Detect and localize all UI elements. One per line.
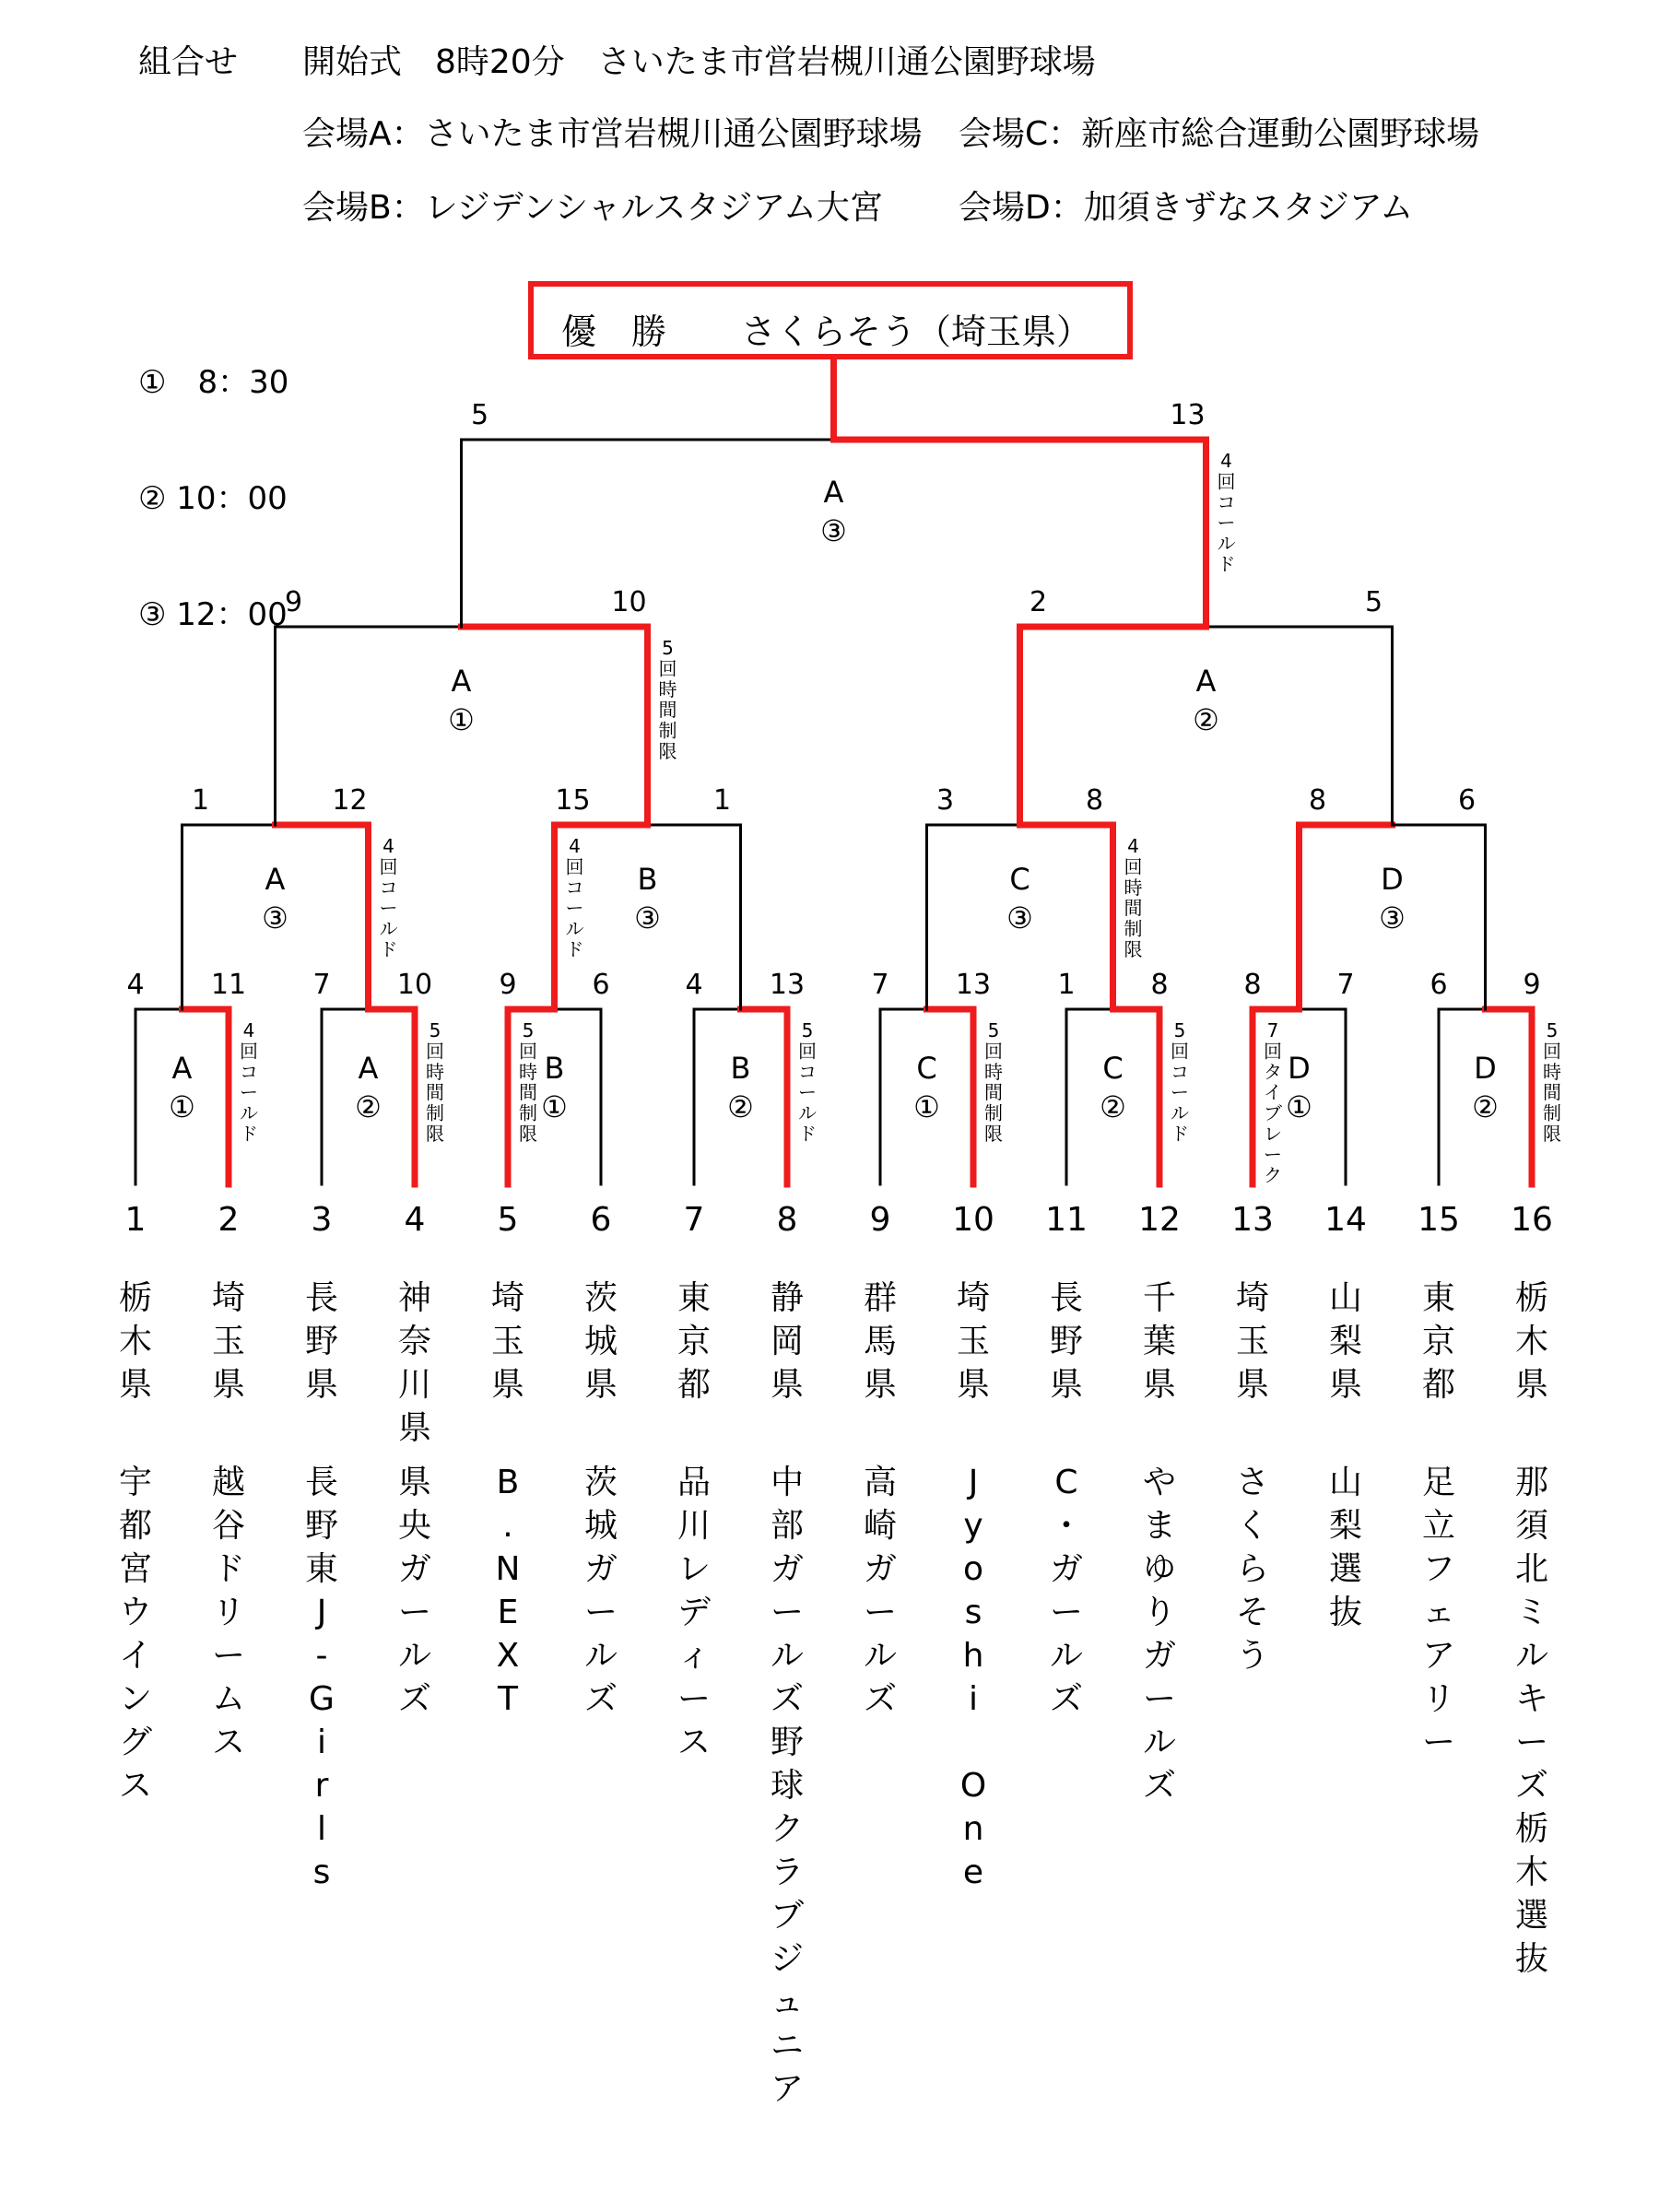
venue-slot: ① (448, 702, 475, 737)
score-note-char: 回 (565, 855, 584, 878)
venue-slot: ① (541, 1089, 568, 1124)
score-note-char: 制 (1124, 917, 1143, 940)
venue-letter: B (730, 1051, 751, 1086)
score-note-char: ド (798, 1123, 817, 1145)
score-note-char: 回 (1171, 1040, 1189, 1063)
team-number: 16 (1511, 1201, 1553, 1239)
score-note-char: イ (1264, 1081, 1282, 1104)
score-note-char: ド (240, 1123, 258, 1145)
score-right: 5 (1364, 586, 1383, 618)
team-name: 宇 都 宮 ウ イ ン グ ス (118, 1464, 152, 1805)
team-number: 12 (1138, 1201, 1181, 1239)
score-note-char: 制 (426, 1101, 444, 1124)
score-note-char: 間 (1124, 897, 1143, 920)
score-note-char: 時 (1543, 1060, 1561, 1083)
score-note-char: 回 (379, 855, 398, 878)
team-prefecture: 栃 木 県 (1514, 1279, 1548, 1404)
team-name: 山 梨 選 抜 (1328, 1464, 1362, 1631)
score-right: 13 (1170, 399, 1206, 431)
score-note-char: ル (565, 917, 584, 940)
score-left: 15 (555, 784, 591, 817)
team-name: 高 崎 ガ ー ル ズ (863, 1464, 897, 1718)
score-note-char: ー (1171, 1081, 1189, 1104)
team-number: 9 (869, 1201, 891, 1239)
score-right: 9 (1523, 969, 1541, 1001)
score-left: 1 (191, 784, 210, 817)
team-prefecture: 群 馬 県 (863, 1279, 897, 1404)
team-name: 茨 城 ガ ー ル ズ (583, 1464, 618, 1718)
score-right: 8 (1085, 784, 1104, 817)
score-right: 13 (955, 969, 992, 1001)
score-note-char: ブ (1264, 1101, 1282, 1124)
score-note-char: ー (565, 897, 584, 920)
score-note-char: 間 (426, 1081, 444, 1104)
venue-slot: ① (169, 1089, 195, 1124)
venue-slot: ② (1472, 1089, 1499, 1124)
score-left: 9 (284, 586, 303, 618)
score-note-char: 回 (658, 657, 677, 680)
score-note-char: タ (1264, 1060, 1282, 1083)
score-note (426, 1019, 444, 1145)
team-number: 6 (590, 1201, 612, 1239)
score-left: 7 (871, 969, 889, 1001)
score-right: 13 (769, 969, 806, 1001)
venue-letter: A (823, 475, 844, 510)
score-note-char: 限 (426, 1123, 444, 1145)
team-number: 11 (1045, 1201, 1088, 1239)
team-name: 足 立 フ ェ ア リ ー (1421, 1464, 1455, 1761)
team-name: B . N E X T (495, 1464, 521, 1718)
score-left: 1 (1057, 969, 1076, 1001)
score-note-char: 時 (658, 677, 677, 700)
score-note-char: 限 (1124, 938, 1143, 960)
score-note-char: ー (1264, 1143, 1282, 1166)
team-name: や ま ゆ り ガ ー ル ズ (1142, 1464, 1176, 1805)
venue-letter: B (637, 862, 658, 897)
venue-slot: ① (1286, 1089, 1312, 1124)
venue-letter: C (916, 1051, 937, 1086)
score-note-char: 制 (984, 1101, 1003, 1124)
score-note-char: 間 (984, 1081, 1003, 1104)
score-note-char: 5 (1173, 1019, 1186, 1041)
score-note (380, 835, 398, 960)
score-note-char: 回 (426, 1040, 444, 1063)
score-note-char: 7 (1266, 1019, 1279, 1041)
score-note-char: 回 (984, 1040, 1003, 1063)
team-prefecture: 千 葉 県 (1142, 1279, 1176, 1404)
score-left: 9 (499, 969, 517, 1001)
score-note-char: 回 (1217, 470, 1236, 493)
venue-slot: ② (1100, 1089, 1126, 1124)
score-note-char: ド (379, 938, 398, 960)
score-right: 7 (1336, 969, 1355, 1001)
score-note-char: コ (1217, 490, 1236, 513)
score-note-char: 5 (522, 1019, 535, 1041)
score-note-char: 限 (519, 1123, 537, 1145)
score-note-char: コ (565, 876, 584, 899)
team-prefecture: 山 梨 県 (1328, 1279, 1362, 1404)
venue-letter: D (1288, 1051, 1311, 1086)
score-note-char: 時 (984, 1060, 1003, 1083)
score-right: 6 (1457, 784, 1477, 817)
team-number: 5 (497, 1201, 519, 1239)
score-note-char: 間 (519, 1081, 537, 1104)
score-note-char: ー (798, 1081, 817, 1104)
venue-slot: ③ (634, 900, 661, 935)
score-note-char: ド (1217, 553, 1236, 575)
score-right: 10 (396, 969, 433, 1001)
score-note-char: 時 (519, 1060, 537, 1083)
team-name: 県 央 ガ ー ル ズ (397, 1464, 431, 1718)
venue-c: 会場C：新座市総合運動公園野球場 (959, 115, 1480, 153)
score-note-char: 4 (242, 1019, 255, 1041)
venue-d: 会場D：加須きずなスタジアム (959, 189, 1414, 227)
team-number: 7 (683, 1201, 705, 1239)
score-note (566, 835, 584, 960)
venue-slot: ③ (820, 513, 847, 548)
team-name: 品 川 レ デ ィ ー ス (677, 1464, 711, 1761)
score-note-char: 5 (1546, 1019, 1559, 1041)
score-right: 8 (1150, 969, 1169, 1001)
header-label: 組合せ (138, 43, 239, 81)
score-left: 5 (470, 399, 489, 431)
champion-label: 優 勝 (561, 312, 667, 352)
score-note-char: コ (379, 876, 398, 899)
score-note-char: ー (240, 1081, 258, 1104)
venue-letter: D (1474, 1051, 1497, 1086)
score-note-char: ル (379, 917, 398, 940)
score-note (1543, 1019, 1561, 1145)
team-number: 8 (776, 1201, 798, 1239)
venue-slot: ③ (262, 900, 288, 935)
team-name: 長 野 東 J - G i r l s (304, 1464, 338, 1891)
score-note (1124, 835, 1143, 960)
score-note-char: 限 (984, 1123, 1003, 1145)
score-note-char: 回 (240, 1040, 258, 1063)
team-prefecture: 埼 玉 県 (490, 1279, 524, 1404)
score-left: 7 (312, 969, 331, 1001)
score-note-char: 間 (1543, 1081, 1561, 1104)
score-note-char: 限 (658, 740, 677, 762)
score-note-char: 回 (1543, 1040, 1561, 1063)
team-prefecture: 長 野 県 (1049, 1279, 1083, 1404)
venue-letter: C (1009, 862, 1030, 897)
score-note (519, 1019, 537, 1145)
team-name: さ く ら そ う (1235, 1464, 1269, 1675)
venue-slot: ③ (1379, 900, 1406, 935)
team-prefecture: 東 京 都 (677, 1279, 711, 1404)
venue-letter: A (358, 1051, 379, 1086)
score-note-char: 4 (1127, 835, 1139, 857)
team-number: 1 (124, 1201, 147, 1239)
score-left: 8 (1308, 784, 1327, 817)
score-note-char: 時 (1124, 876, 1143, 899)
team-prefecture: 静 岡 県 (770, 1279, 804, 1404)
score-note (1171, 1019, 1189, 1145)
score-note-char: 回 (798, 1040, 817, 1063)
score-right: 12 (332, 784, 368, 817)
score-left: 2 (1029, 586, 1048, 618)
score-note-char: 制 (1543, 1101, 1561, 1124)
score-note (240, 1019, 258, 1145)
time-slot-2: ② 10：00 (138, 480, 288, 517)
venue-slot: ② (727, 1089, 754, 1124)
score-note (1218, 450, 1236, 575)
score-right: 11 (210, 969, 247, 1001)
venue-slot: ① (913, 1089, 940, 1124)
time-slot-1: ① 8：30 (138, 364, 289, 401)
team-number: 15 (1418, 1201, 1460, 1239)
venue-letter: A (265, 862, 286, 897)
venue-letter: A (451, 664, 472, 699)
score-note-char: 4 (382, 835, 394, 857)
score-note-char: 間 (658, 699, 677, 722)
team-name: 那 須 北 ミ ル キ ー ズ 栃 木 選 抜 (1514, 1464, 1548, 1978)
score-note-char: 5 (987, 1019, 1000, 1041)
score-right: 6 (592, 969, 610, 1001)
venue-letter: A (171, 1051, 193, 1086)
score-note-char: 4 (569, 835, 581, 857)
score-note-char: 5 (662, 637, 674, 659)
team-number: 4 (404, 1201, 426, 1239)
team-prefecture: 神 奈 川 県 (397, 1279, 431, 1447)
score-note-char: ル (1217, 532, 1236, 555)
team-prefecture: 東 京 都 (1421, 1279, 1455, 1404)
team-number: 10 (952, 1201, 994, 1239)
team-prefecture: 栃 木 県 (118, 1279, 152, 1404)
score-note-char: コ (240, 1060, 258, 1083)
score-note-char: 4 (1220, 450, 1232, 472)
score-note-char: コ (1171, 1060, 1189, 1083)
venue-letter: A (1195, 664, 1217, 699)
score-note-char: ル (240, 1101, 258, 1124)
venue-slot: ② (1193, 702, 1219, 737)
venue-a: 会場A：さいたま市営岩槻川通公園野球場 (302, 115, 923, 153)
score-note (798, 1019, 817, 1145)
score-left: 4 (126, 969, 145, 1001)
score-note-char: ク (1264, 1163, 1282, 1186)
score-right: 1 (712, 784, 732, 817)
score-note-char: 制 (658, 719, 677, 742)
score-note-char: ー (1217, 512, 1236, 535)
score-note (984, 1019, 1003, 1145)
team-number: 2 (218, 1201, 240, 1239)
team-name: J y o s h i O n e (959, 1464, 987, 1891)
score-note-char: ド (1171, 1123, 1189, 1145)
team-prefecture: 長 野 県 (304, 1279, 338, 1404)
score-right: 10 (611, 586, 647, 618)
score-note-char: 制 (519, 1101, 537, 1124)
score-note-char: 回 (1264, 1040, 1282, 1063)
venue-letter: B (544, 1051, 565, 1086)
venue-slot: ③ (1006, 900, 1033, 935)
team-prefecture: 埼 玉 県 (956, 1279, 990, 1404)
team-number: 3 (311, 1201, 333, 1239)
team-name: 中 部 ガ ー ル ズ 野 球 ク ラ ブ ジ ュ ニ ア (770, 1464, 804, 2108)
venue-slot: ② (355, 1089, 382, 1124)
score-left: 3 (935, 784, 955, 817)
score-note-char: 時 (426, 1060, 444, 1083)
score-note-char: コ (798, 1060, 817, 1083)
team-name: C ・ ガ ー ル ズ (1049, 1464, 1083, 1718)
opening-ceremony: 開始式 8時20分 さいたま市営岩槻川通公園野球場 (302, 43, 1096, 81)
score-note-char: ド (565, 938, 584, 960)
team-number: 14 (1324, 1201, 1367, 1239)
score-note-char: 回 (519, 1040, 537, 1063)
team-prefecture: 埼 玉 県 (211, 1279, 245, 1404)
score-left: 6 (1430, 969, 1448, 1001)
champion-team: さくらそう（埼玉県） (741, 312, 1092, 352)
score-note-char: 回 (1124, 855, 1143, 878)
score-note-char: 5 (429, 1019, 441, 1041)
score-left: 8 (1243, 969, 1262, 1001)
score-note-char: ー (379, 897, 398, 920)
score-note-char: 限 (1543, 1123, 1561, 1145)
score-note (1264, 1019, 1282, 1186)
venue-b: 会場B：レジデンシャルスタジアム大宮 (302, 189, 883, 227)
team-number: 13 (1231, 1201, 1274, 1239)
score-note-char: レ (1264, 1123, 1282, 1145)
team-name: 越 谷 ド リ ー ム ス (211, 1464, 245, 1761)
venue-letter: C (1102, 1051, 1124, 1086)
team-prefecture: 埼 玉 県 (1235, 1279, 1269, 1404)
time-slot-3: ③ 12：00 (138, 596, 288, 633)
venue-letter: D (1381, 862, 1404, 897)
score-note-char: 5 (801, 1019, 814, 1041)
score-left: 4 (685, 969, 703, 1001)
score-note-char: ル (1171, 1101, 1189, 1124)
team-prefecture: 茨 城 県 (583, 1279, 618, 1404)
score-note-char: ル (798, 1101, 817, 1124)
score-note (659, 637, 677, 762)
